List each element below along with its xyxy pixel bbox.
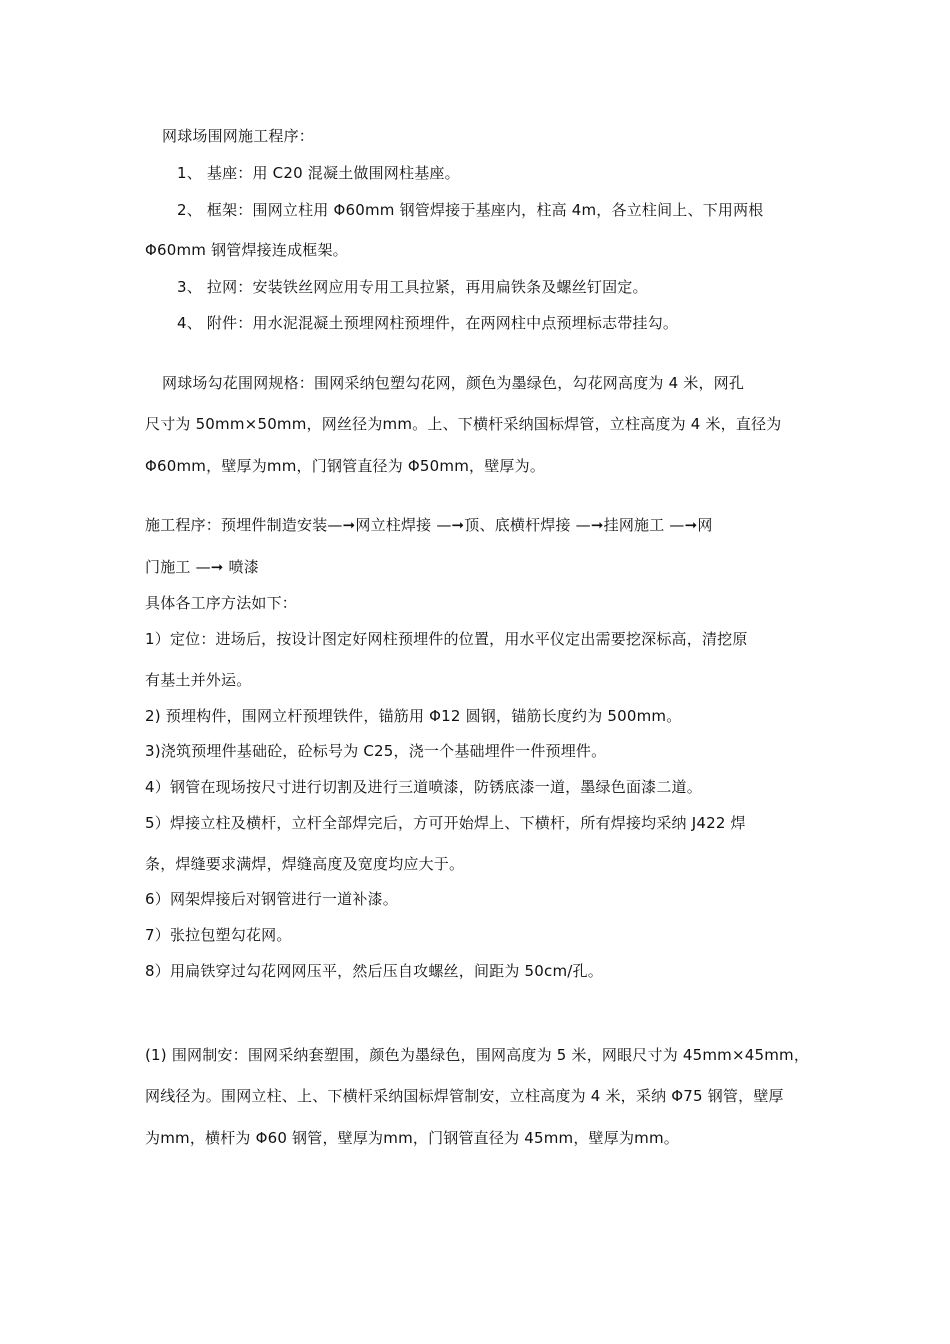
- spec-paragraph-line: 网球场勾花围网规格：围网采纳包塑勾花网，颜色为墨绿色，勾花网高度为 4 米，网孔: [162, 374, 745, 392]
- fence-spec-line: 为mm，横杆为 Φ60 钢管，壁厚为mm，门钢管直径为 45mm，壁厚为mm。: [145, 1129, 679, 1147]
- procedure-line: 3)浇筑预埋件基础砼，砼标号为 C25，浇一个基础埋件一件预埋件。: [145, 742, 607, 760]
- spec-paragraph-line: 尺寸为 50mm×50mm，网丝径为mm。上、下横杆采纳国标焊管，立柱高度为 4 米，直径为: [145, 415, 782, 433]
- procedure-line: 具体各工序方法如下：: [145, 594, 298, 612]
- procedure-line: 7）张拉包塑勾花网。: [145, 926, 292, 944]
- procedure-line: 8）用扁铁穿过勾花网网压平，然后压自攻螺丝，间距为 50cm/孔。: [145, 962, 603, 980]
- procedure-line: 2) 预埋构件，围网立杆预埋铁件，锚筋用 Φ12 圆钢，锚筋长度约为 500mm。: [145, 707, 682, 725]
- fence-spec-line: 网线径为。围网立柱、上、下横杆采纳国标焊管制安，立柱高度为 4 米，采纳 Φ75 钢管，壁厚: [145, 1087, 784, 1105]
- step-line: Φ60mm 钢管焊接连成框架。: [145, 241, 348, 259]
- procedure-line: 6）网架焊接后对钢管进行一道补漆。: [145, 890, 398, 908]
- section-heading: 网球场围网施工程序：: [162, 127, 315, 145]
- procedure-line: 有基土并外运。: [145, 671, 252, 689]
- step-line: 3、 拉网：安装铁丝网应用专用工具拉紧，再用扁铁条及螺丝钉固定。: [177, 278, 648, 296]
- procedure-line: 1）定位：进场后，按设计图定好网柱预埋件的位置，用水平仪定出需要挖深标高，清挖原: [145, 630, 748, 648]
- procedure-line: 施工程序：预埋件制造安装—➞网立柱焊接 —➞顶、底横杆焊接 —➞挂网施工 —➞网: [145, 516, 713, 534]
- spec-paragraph-line: Φ60mm，壁厚为mm，门钢管直径为 Φ50mm，壁厚为。: [145, 457, 546, 475]
- fence-spec-line: (1) 围网制安：围网采纳套塑围，颜色为墨绿色，围网高度为 5 米，网眼尺寸为 45mm×45mm，: [145, 1046, 810, 1064]
- procedure-line: 4）钢管在现场按尺寸进行切割及进行三道喷漆，防锈底漆一道，墨绿色面漆二道。: [145, 778, 702, 796]
- procedure-line: 5）焊接立柱及横杆，立杆全部焊完后，方可开始焊上、下横杆，所有焊接均采纳 J422 焊: [145, 814, 746, 832]
- step-line: 4、 附件：用水泥混凝土预埋网柱预埋件，在两网柱中点预埋标志带挂勾。: [177, 314, 679, 332]
- step-line: 1、 基座：用 C20 混凝土做围网柱基座。: [177, 164, 460, 182]
- procedure-line: 条，焊缝要求满焊，焊缝高度及宽度均应大于。: [145, 855, 465, 873]
- step-line: 2、 框架：围网立柱用 Φ60mm 钢管焊接于基座内，柱高 4m，各立柱间上、下用两根: [177, 201, 764, 219]
- procedure-line: 门施工 —➞ 喷漆: [145, 558, 259, 576]
